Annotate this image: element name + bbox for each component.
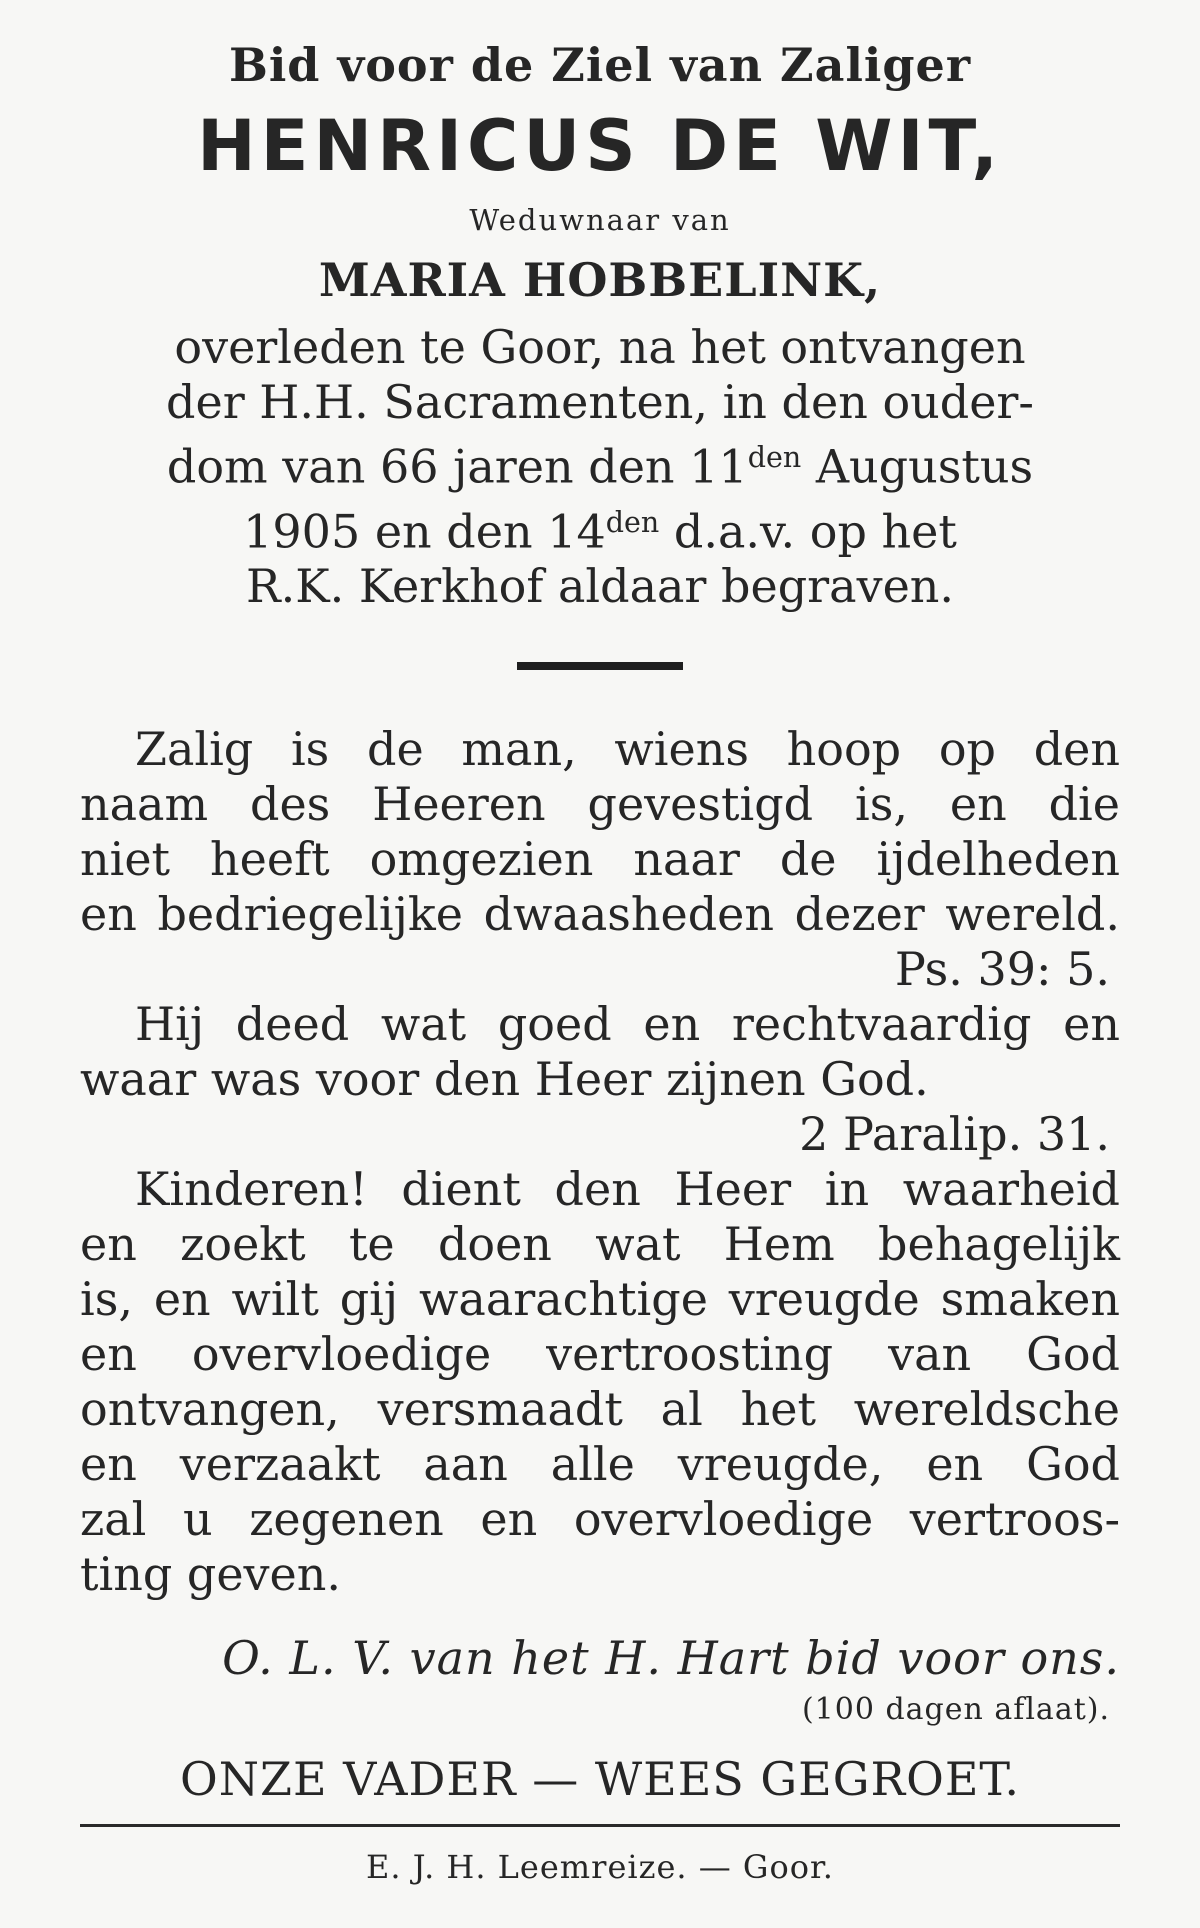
quote-line: zal u zegenen en overvloedige vertroos- xyxy=(80,1492,1120,1547)
quote-line: naam des Heeren gevestigd is, en die xyxy=(80,777,1120,832)
indulgence-note: (100 dagen aflaat). xyxy=(801,1692,1110,1728)
psalm-quote xyxy=(80,722,1120,997)
death-month-text: Augustus xyxy=(801,439,1034,494)
footer-rule xyxy=(80,1824,1120,1827)
prayer-heading: Bid voor de Ziel van Zaliger xyxy=(228,38,972,92)
death-notice-line: der H.H. Sacramenten, in den ouder- xyxy=(166,375,1034,429)
quote-line: en zoekt te doen wat Hem behagelijk xyxy=(80,1217,1120,1272)
quote-line: is, en wilt gij waarachtige vreugde smaken xyxy=(80,1272,1120,1327)
psalm-reference: Ps. 39: 5. xyxy=(894,942,1110,997)
death-date-text: dom van 66 jaren den 11 xyxy=(166,439,748,494)
quote-line: Kinderen! dient den Heer in waarheid xyxy=(135,1162,1120,1217)
quote-line: en verzaakt aan alle vreugde, en God xyxy=(80,1437,1120,1492)
burial-date-text: 1905 en den 14 xyxy=(243,504,606,559)
wife-name: MARIA HOBBELINK, xyxy=(318,253,882,307)
deceased-name: HENRICUS DE WIT, xyxy=(197,105,1003,187)
printer-imprint: E. J. H. Leemreize. — Goor. xyxy=(366,1848,834,1887)
quote-line: waar was voor den Heer zijnen God. xyxy=(80,1052,929,1107)
paralip-reference: 2 Paralip. 31. xyxy=(799,1107,1110,1162)
death-notice-line: R.K. Kerkhof aldaar begraven. xyxy=(245,559,955,614)
children-exhortation xyxy=(80,1162,1120,1602)
invocation: O. L. V. van het H. Hart bid voor ons. xyxy=(222,1631,1120,1686)
ordinal-suffix: den xyxy=(747,441,802,474)
divider xyxy=(517,662,683,670)
quote-line: en bedriegelijke dwaasheden dezer wereld. xyxy=(80,887,1120,942)
closing-prayers: ONZE VADER — WEES GEGROET. xyxy=(180,1752,1020,1807)
death-notice-line xyxy=(80,430,1120,495)
death-notice-line: overleden te Goor, na het ontvangen xyxy=(174,320,1026,374)
quote-line: niet heeft omgezien naar de ijdelheden xyxy=(80,832,1120,887)
death-notice-line xyxy=(80,495,1120,560)
ordinal-suffix: den xyxy=(605,505,660,539)
burial-text: d.a.v. op het xyxy=(659,504,957,559)
quote-line: ontvangen, versmaadt al het wereldsche xyxy=(80,1382,1120,1437)
widower-label: Weduwnaar van xyxy=(469,203,731,237)
quote-line: ting geven. xyxy=(80,1547,342,1602)
quote-line: Hij deed wat goed en rechtvaardig en xyxy=(135,997,1120,1052)
quote-line: Zalig is de man, wiens hoop op den xyxy=(135,722,1120,777)
death-notice xyxy=(80,320,1120,614)
quote-line: en overvloedige vertroosting van God xyxy=(80,1327,1120,1382)
paralip-quote xyxy=(80,997,1120,1162)
